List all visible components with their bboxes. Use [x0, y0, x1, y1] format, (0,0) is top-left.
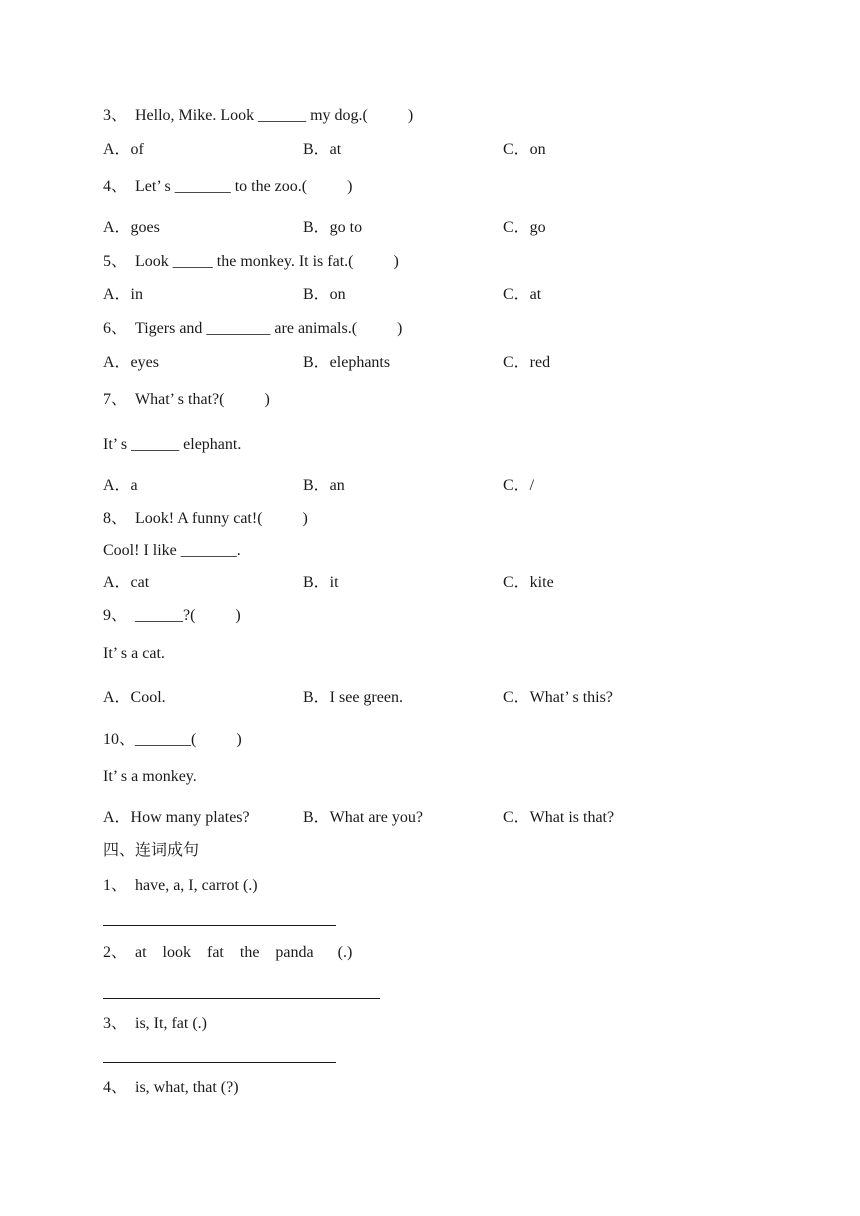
question-9-option-a[interactable]: A．Cool.: [103, 689, 166, 706]
question-9-stem: 9、 ______?( ): [103, 607, 241, 624]
section-4-title: 四、连词成句: [103, 842, 200, 859]
question-8-option-c[interactable]: C．kite: [503, 574, 554, 591]
question-5-stem: 5、 Look _____ the monkey. It is fat.( ): [103, 253, 399, 270]
question-8-stem: 8、 Look! A funny cat!( ): [103, 510, 308, 527]
answer-line-1[interactable]: [103, 925, 336, 926]
question-10-stem: 10、_______( ): [103, 731, 242, 748]
sentence-item-1: 1、 have, a, I, carrot (.): [103, 877, 258, 894]
question-3-stem: 3、 Hello, Mike. Look ______ my dog.( ): [103, 107, 414, 124]
question-8-option-b[interactable]: B．it: [303, 574, 339, 591]
sentence-item-3: 3、 is, It, fat (.): [103, 1015, 207, 1032]
question-5-option-b[interactable]: B．on: [303, 286, 346, 303]
question-9-option-b[interactable]: B．I see green.: [303, 689, 403, 706]
question-9-option-c[interactable]: C．What’ s this?: [503, 689, 613, 706]
question-7-option-c[interactable]: C．/: [503, 477, 535, 494]
answer-line-2[interactable]: [103, 998, 380, 999]
question-3-option-c[interactable]: C．on: [503, 141, 546, 158]
question-10-option-a[interactable]: A．How many plates?: [103, 809, 250, 826]
question-7-option-b[interactable]: B．an: [303, 477, 345, 494]
question-4-option-c[interactable]: C．go: [503, 219, 546, 236]
question-6-stem: 6、 Tigers and ________ are animals.( ): [103, 320, 403, 337]
answer-line-3[interactable]: [103, 1062, 336, 1063]
question-4-option-a[interactable]: A．goes: [103, 219, 160, 236]
question-10-option-b[interactable]: B．What are you?: [303, 809, 423, 826]
question-6-option-a[interactable]: A．eyes: [103, 354, 159, 371]
question-3-option-a[interactable]: A．of: [103, 141, 144, 158]
question-9-dialogue: It’ s a cat.: [103, 645, 165, 662]
question-7-option-a[interactable]: A．a: [103, 477, 138, 494]
sentence-item-4: 4、 is, what, that (?): [103, 1079, 239, 1096]
question-7-stem: 7、 What’ s that?( ): [103, 391, 270, 408]
question-10-dialogue: It’ s a monkey.: [103, 768, 197, 785]
question-5-option-a[interactable]: A．in: [103, 286, 144, 303]
question-8-dialogue: Cool! I like _______.: [103, 542, 241, 559]
question-4-option-b[interactable]: B．go to: [303, 219, 363, 236]
question-8-option-a[interactable]: A．cat: [103, 574, 150, 591]
question-6-option-c[interactable]: C．red: [503, 354, 551, 371]
sentence-item-2: 2、 at look fat the panda (.): [103, 944, 353, 961]
question-5-option-c[interactable]: C．at: [503, 286, 542, 303]
question-6-option-b[interactable]: B．elephants: [303, 354, 391, 371]
question-10-option-c[interactable]: C．What is that?: [503, 809, 615, 826]
question-7-dialogue: It’ s ______ elephant.: [103, 436, 242, 453]
question-4-stem: 4、 Let’ s _______ to the zoo.( ): [103, 178, 353, 195]
question-3-option-b[interactable]: B．at: [303, 141, 342, 158]
